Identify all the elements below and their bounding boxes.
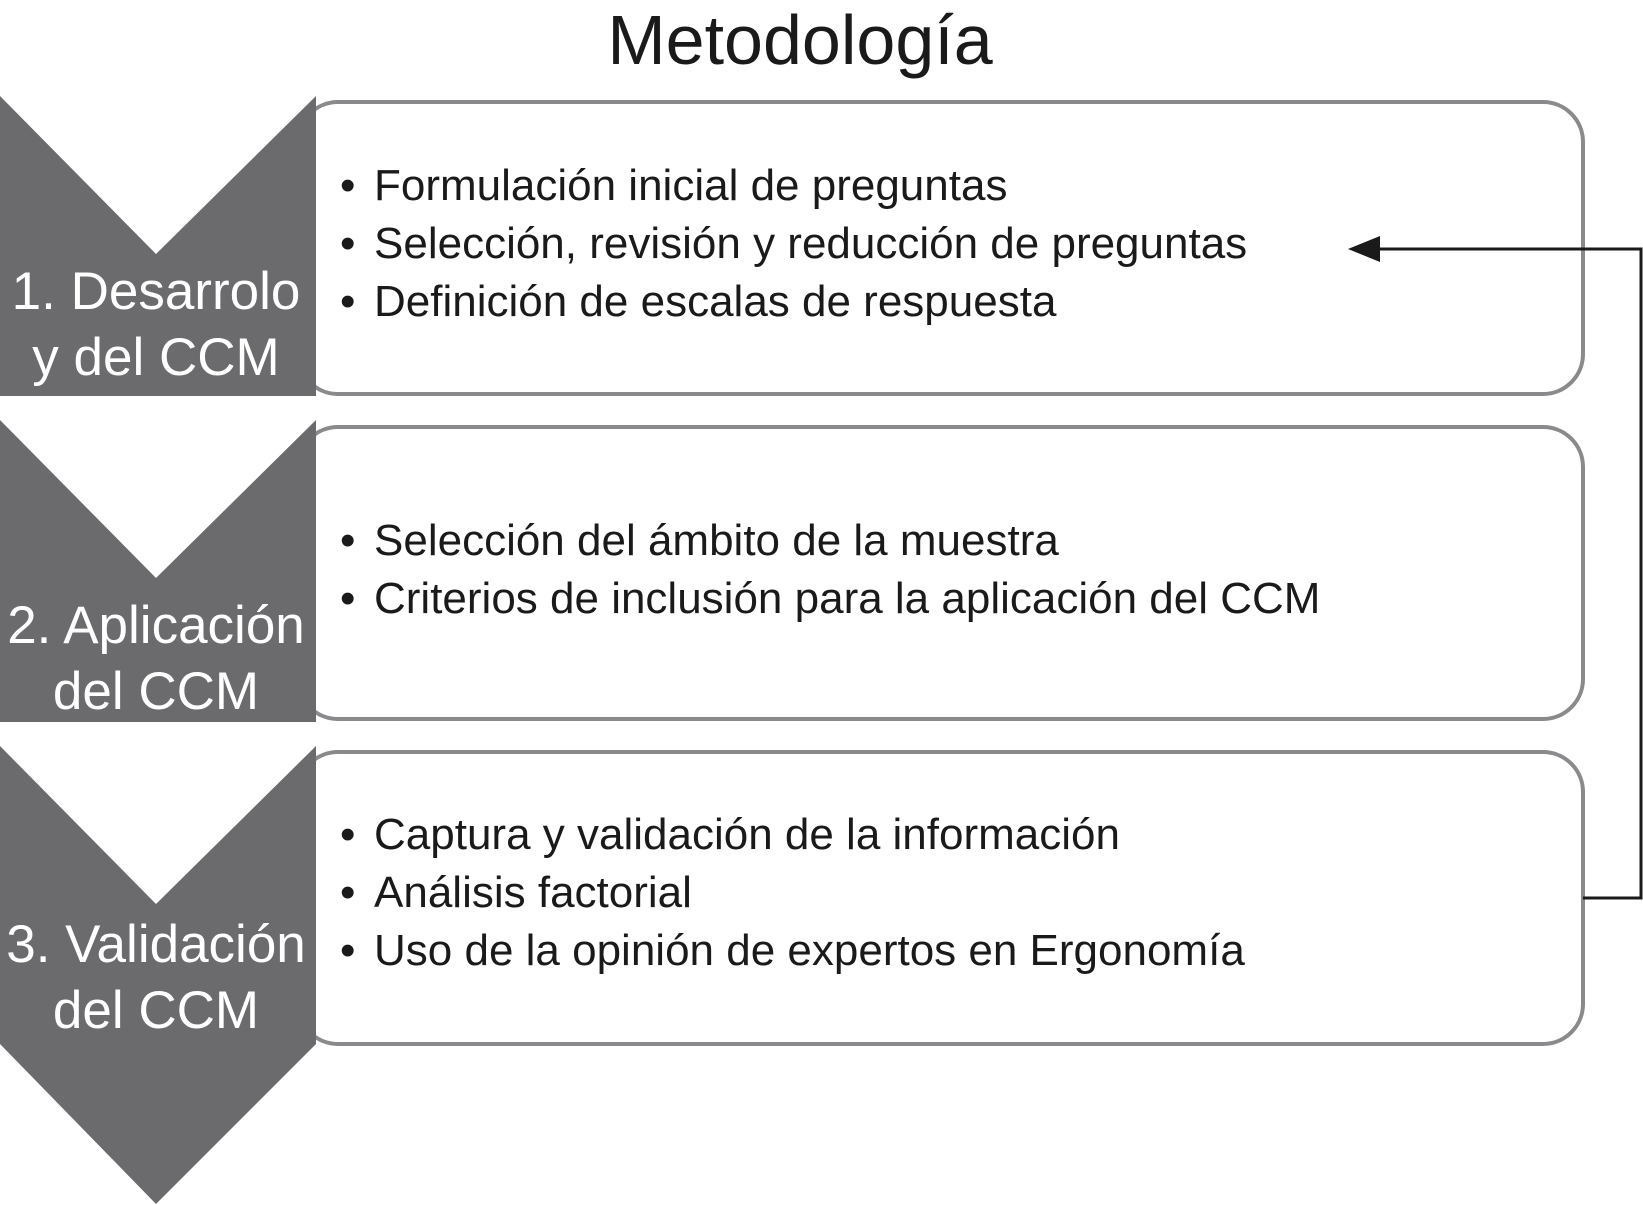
diagram-title: Metodología	[607, 1, 993, 79]
list-item: • Formulación inicial de preguntas	[340, 157, 1247, 215]
step-1-label	[0, 259, 312, 391]
step-3-label-line2: del CCM	[52, 981, 260, 1040]
list-item: • Análisis factorial	[340, 864, 1245, 922]
list-item: • Captura y validación de la información	[340, 806, 1245, 864]
step-2-items	[340, 512, 1320, 628]
step-2-label	[0, 593, 312, 725]
step-2-label-line1: 2. Aplicación	[7, 596, 305, 655]
step-3-label	[0, 912, 312, 1044]
step-1-label-line1: 1. Desarrolo	[11, 262, 301, 321]
step-3-label-line1: 3. Validación	[6, 915, 306, 974]
list-item: • Selección, revisión y reducción de preguntas	[340, 215, 1247, 273]
step-2-label-line2: del CCM	[52, 662, 260, 721]
step-1-items	[340, 157, 1247, 331]
list-item: • Uso de la opinión de expertos en Ergonomía	[340, 922, 1245, 980]
list-item: • Selección del ámbito de la muestra	[340, 512, 1320, 570]
list-item: • Criterios de inclusión para la aplicación del CCM	[340, 570, 1320, 628]
step-3-items	[340, 806, 1245, 980]
list-item: • Definición de escalas de respuesta	[340, 273, 1247, 331]
step-1-label-line2: y del CCM	[32, 328, 280, 387]
